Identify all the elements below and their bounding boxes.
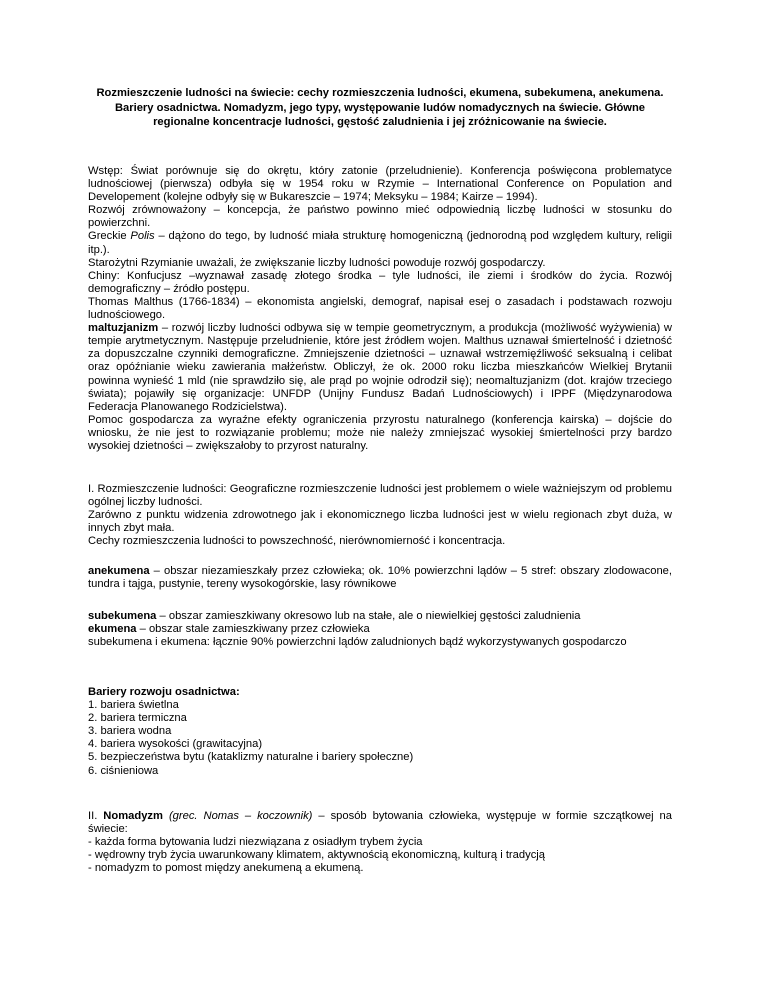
intro-paragraph: Greckie Polis – dążono do tego, by ludność miała strukturę homogeniczną (jednorodną pod względem kultury, religii itp.). [88,230,673,256]
barriers-section [88,686,672,778]
intro-paragraph: Rozwój zrównoważony – koncepcja, że państwo powinno mieć odpowiednią liczbę ludności w stosunku do powierzchni. [88,204,672,230]
intro-paragraph: Starożytni Rzymianie uważali, że zwiększanie liczby ludności powoduje rozwój gospodarczy. [88,256,546,269]
list-item: - wędrowny tryb życia uwarunkowany klimatem, aktywnością ekonomiczną, kulturą i tradycją [88,849,545,862]
anekumena-term: anekumena [88,565,150,577]
section-1-paragraph: I. Rozmieszczenie ludności: Geograficzne rozmieszczenie ludności jest problemem o wiele ważniejszym od problemu ogólnej liczby ludności. [88,483,672,509]
polis-term: Polis [130,230,155,243]
maltuzjanizm-term: maltuzjanizm [88,322,159,335]
list-item: 4. bariera wysokości (grawitacyjna) [88,738,263,751]
list-item: 3. bariera wodna [88,725,172,738]
list-item: 6. ciśnieniowa [88,764,159,777]
list-item: 5. bezpieczeństwa bytu (kataklizmy naturalne i bariery społeczne) [88,751,414,764]
anekumena-definition: anekumena – obszar niezamieszkały przez człowieka; ok. 10% powierzchni lądów – 5 stref: obszary zlodowacone, tundra i tajga, pustynie, tereny wysokogórskie, lasy równikowe [88,565,672,591]
maltuzjanizm-paragraph: maltuzjanizm – rozwój liczby ludności odbywa się w tempie geometrycznym, a produkcja (możliwość wyżywienia) w tempie arytmetycznym. Następuje przeludnienie, które jest źródłem wojen. Malthus uznawał śmiertelność i dzietność za dopuszczalne czynniki demograficzne. Zmniejszenie dzietności – uznawał wstrzemięźliwość seksualną i celibat oraz opóźnianie wieku zawierania małżeństw. Obliczył, że ok. 2000 roku liczba mieszkańców Wielkiej Brytanii powinna wynieść 1 mld (nie sprawdziło się, ale prąd po wojnie odrodził się); neomaltuzjanizm (dot. krajów trzeciego świata); pojawiły się organizacje: UNFDP (Unijny Fundusz Badań Ludnościowych) i IPPF (Międzynarodowa Federacja Planowanego Rodzicielstwa). [88,322,672,413]
section-1-paragraph: Cechy rozmieszczenia ludności to powszechność, nierównomierność i koncentracja. [88,535,506,548]
section-1-paragraph: Zarówno z punktu widzenia zdrowotnego jak i ekonomicznego liczba ludności jest w wielu regionach zbyt duża, w innych zbyt mała. [88,509,672,535]
nomadyzm-term: Nomadyzm [103,810,163,822]
nomadyzm-etymology: (grec. Nomas – koczownik) [162,810,313,822]
section-2: II. Nomadyzm (grec. Nomas – koczownik) – sposób bytowania człowieka, występuje w formie szczątkowej na świecie: - każda forma bytowania ludzi niezwiązana z osiadłym trybem życia - wędrowny tryb życia uwarunkowany klimatem, aktywnością ekonomiczną, kulturą i tradycją - nomadyzm to pomost między anekumeną a ekumeną. [88,810,673,875]
ekumena-term: ekumena [88,623,137,636]
list-item: 1. bariera świetlna [88,699,179,712]
intro-section [88,165,672,453]
section-1 [88,483,672,548]
subekumena-term: subekumena [88,610,157,622]
document-title: Rozmieszczenie ludności na świecie: cechy rozmieszczenia ludności, ekumena, subekumena, anekumena. Bariery osadnictwa. Nomadyzm, jego typy, występowanie ludów nomadycznych na świecie. Główne regionalne koncentracje ludności, gęstość zaludnienia i jej zróżnicowanie na świecie. [96,87,664,128]
ekumena-definitions: subekumena – obszar zamieszkiwany okresowo lub na stałe, ale o niewielkiej gęstości zaludnienia ekumena – obszar stale zamieszkiwany przez człowieka subekumena i ekumena: łącznie 90% powierzchni lądów zaludnionych bądź wykorzystywanych gospodarczo [88,610,672,649]
list-item: - każda forma bytowania ludzi niezwiązana z osiadłym trybem życia [88,836,423,849]
subekumena-ekumena-summary: subekumena i ekumena: łącznie 90% powierzchni lądów zaludnionych bądź wykorzystywanych gospodarczo [88,636,627,649]
barriers-heading: Bariery rozwoju osadnictwa: [88,686,240,698]
intro-paragraph: Thomas Malthus (1766-1834) – ekonomista angielski, demograf, napisał esej o zasadach i podstawach rozwoju ludnościowego. [88,295,672,322]
intro-paragraph: Wstęp: Świat porównuje się do okrętu, który zatonie (przeludnienie). Konferencja poświęcona problematyce ludnościowej (pierwsza) odbyła się w 1954 roku w Rzymie – International Conference on Population and Developement (kolejne odbyły się w Bukareszcie – 1974; Meksyku – 1984; Kairze – 1994). [88,165,672,204]
list-item: 2. bariera termiczna [88,712,187,725]
intro-paragraph: Pomoc gospodarcza za wyraźne efekty ograniczenia przyrostu naturalnego (konferencja kairska) – dojście do wniosku, że nie jest to rozwiązanie problemu; może nie należy zmniejszać wysokiej śmiertelności przy bardzo wysokiej dzietności – zwiększałoby to przyrost naturalny. [88,413,672,452]
list-item: - nomadyzm to pomost między anekumeną a ekumeną. [88,862,364,875]
intro-paragraph: Chiny: Konfucjusz –wyznawał zasadę złotego środka – tyle ludności, ile ziemi i środków do życia. Rozwój demograficzny – źródło postępu. [88,269,672,295]
